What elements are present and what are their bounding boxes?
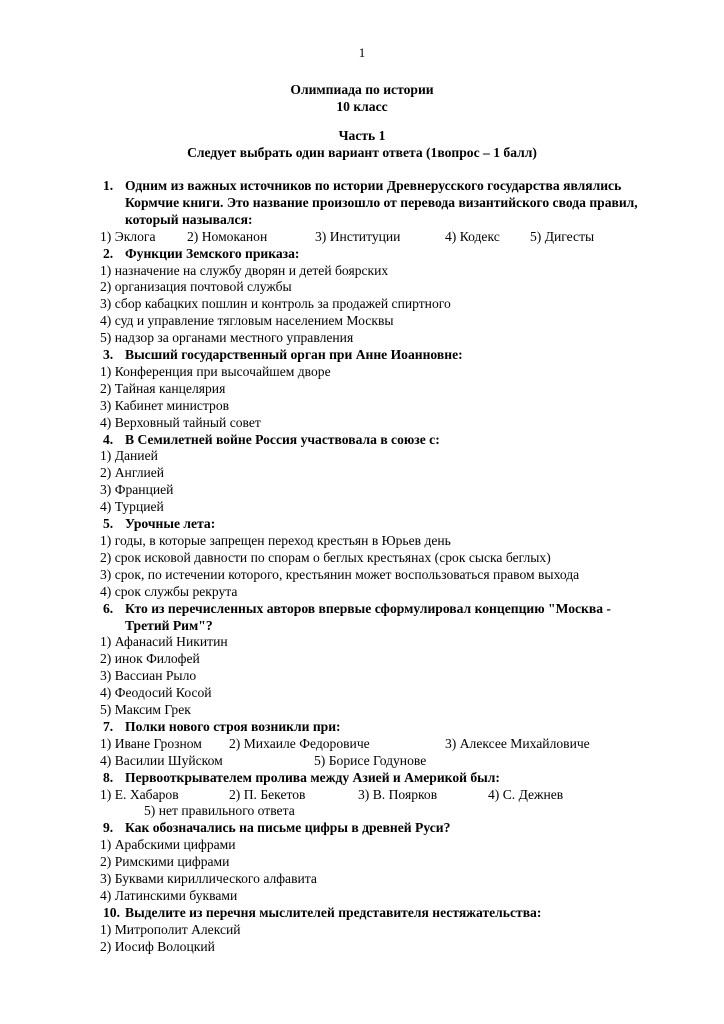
- option: 3) Францией: [100, 482, 174, 498]
- options-row: [100, 736, 643, 753]
- option: 4) срок службы рекрута: [100, 583, 238, 599]
- question-number: 4.: [103, 431, 114, 447]
- question-3: [100, 347, 643, 432]
- question-text: [103, 601, 643, 635]
- option: 5) надзор за органами местного управления: [100, 330, 354, 346]
- question-8: [100, 769, 643, 821]
- question-4: [100, 431, 643, 517]
- option: 3) В. Поярков: [358, 786, 438, 802]
- question-text: [103, 516, 643, 533]
- option: 3) Буквами кириллического алфавита: [100, 871, 317, 887]
- question-number: 7.: [103, 718, 114, 734]
- option: 2) организация почтовой службы: [100, 279, 292, 295]
- option: 4) С. Дежнев: [488, 786, 564, 802]
- question-text: [103, 770, 643, 787]
- option: 1) назначение на службу дворян и детей боярских: [100, 262, 389, 278]
- question-5: [100, 516, 643, 601]
- options-row: [100, 229, 643, 246]
- question-number: 3.: [103, 347, 114, 363]
- option: 4) Василии Шуйском: [100, 752, 223, 768]
- question-number: 2.: [103, 245, 114, 261]
- question-number: 1.: [103, 178, 114, 193]
- question-list: [100, 178, 643, 956]
- option: 2) Михаиле Федоровиче: [229, 735, 370, 751]
- question-number: 10.: [103, 904, 120, 920]
- question-text: [103, 905, 643, 922]
- question-prompt: Первооткрывателем пролива между Азией и Америкой был:: [125, 769, 500, 785]
- page-number: 1: [358, 45, 366, 60]
- question-10: [100, 904, 643, 956]
- option: 2) инок Филофей: [100, 651, 200, 667]
- option: 1) Эклога: [100, 228, 156, 244]
- options-row: [100, 787, 643, 804]
- option: 4) Верховный тайный совет: [100, 414, 261, 430]
- question-prompt: Высший государственный орган при Анне Иоанновне:: [125, 347, 463, 363]
- option: 2) срок исковой давности по спорам о беглых крестьянах (срок сыска беглых): [100, 549, 551, 565]
- question-number: 6.: [103, 600, 114, 616]
- option: 5) Борисе Годунове: [314, 752, 427, 768]
- option: 1) Иване Грозном: [100, 735, 202, 751]
- option: 1) Е. Хабаров: [100, 786, 179, 802]
- question-7: [100, 718, 643, 770]
- question-text: [103, 820, 643, 837]
- option: 1) Афанасий Никитин: [100, 634, 228, 650]
- part-header: [0, 128, 724, 162]
- option: 3) Вассиан Рыло: [100, 668, 197, 684]
- grade-label: 10 класс: [336, 98, 388, 114]
- option: 3) Кабинет министров: [100, 397, 230, 413]
- document-header: [0, 82, 724, 116]
- question-text: [103, 178, 643, 229]
- option: 2) Англией: [100, 465, 165, 481]
- question-prompt: Выделите из перечня мыслителей представителя нестяжательства:: [125, 904, 542, 920]
- option: 2) Иосиф Волоцкий: [100, 938, 215, 954]
- question-2: [100, 245, 643, 347]
- question-prompt: Как обозначались на письме цифры в древней Руси?: [125, 820, 451, 836]
- question-prompt: Урочные лета:: [125, 516, 216, 532]
- option: 2) Римскими цифрами: [100, 854, 230, 870]
- question-number: 8.: [103, 769, 114, 785]
- part-title: Часть 1: [338, 128, 386, 143]
- question-number: 9.: [103, 820, 114, 836]
- option: 5) Дигесты: [530, 228, 595, 244]
- question-6: [100, 600, 643, 719]
- question-text: [103, 347, 643, 364]
- option: 5) Максим Грек: [100, 702, 191, 718]
- option: 4) Феодосий Косой: [100, 685, 212, 701]
- option: 1) годы, в которые запрещен переход крестьян в Юрьев день: [100, 533, 451, 549]
- option: 4) Латинскими буквами: [100, 887, 238, 903]
- question-number: 5.: [103, 516, 114, 532]
- option: 4) суд и управление тягловым населением Москвы: [100, 313, 394, 329]
- option: 3) Институции: [315, 228, 401, 244]
- options-row: [100, 753, 643, 770]
- document-title: Олимпиада по истории: [290, 82, 434, 97]
- question-prompt: В Семилетней войне Россия участвовала в союзе с:: [125, 431, 440, 447]
- question-text: [103, 432, 643, 449]
- option: 2) Тайная канцелярия: [100, 380, 226, 396]
- question-prompt: Кто из перечисленных авторов впервые сформулировал концепцию "Москва - Третий Рим"?: [125, 600, 611, 633]
- option: 1) Митрополит Алексий: [100, 921, 241, 937]
- option: 3) сбор кабацких пошлин и контроль за продажей спиртного: [100, 296, 451, 312]
- option: 1) Данией: [100, 448, 158, 464]
- option: 3) срок, по истечении которого, крестьянин может воспользоваться правом выхода: [100, 566, 580, 582]
- option: 1) Конференция при высочайшем дворе: [100, 363, 331, 379]
- question-prompt: Полки нового строя возникли при:: [125, 718, 341, 734]
- option: 2) Номоканон: [187, 228, 268, 244]
- question-1: [100, 178, 643, 246]
- option: 4) Кодекс: [445, 228, 500, 244]
- option: 1) Арабскими цифрами: [100, 837, 236, 853]
- question-text: [103, 719, 643, 736]
- option: 4) Турцией: [100, 499, 164, 515]
- option: 5) нет правильного ответа: [144, 803, 295, 819]
- options-row: [100, 803, 643, 820]
- question-9: [100, 820, 643, 905]
- part-instruction: Следует выбрать один вариант ответа (1вопрос – 1 балл): [187, 144, 537, 160]
- option: 2) П. Бекетов: [229, 786, 306, 802]
- question-prompt: Функции Земского приказа:: [125, 245, 300, 261]
- option: 3) Алексее Михайловиче: [445, 735, 590, 751]
- question-prompt: Одним из важных источников по истории Древнерусского государства являлись Кормчие книги. Это название произошло от перевода византийского свода правил, который назывался:: [125, 178, 638, 227]
- question-text: [103, 246, 643, 263]
